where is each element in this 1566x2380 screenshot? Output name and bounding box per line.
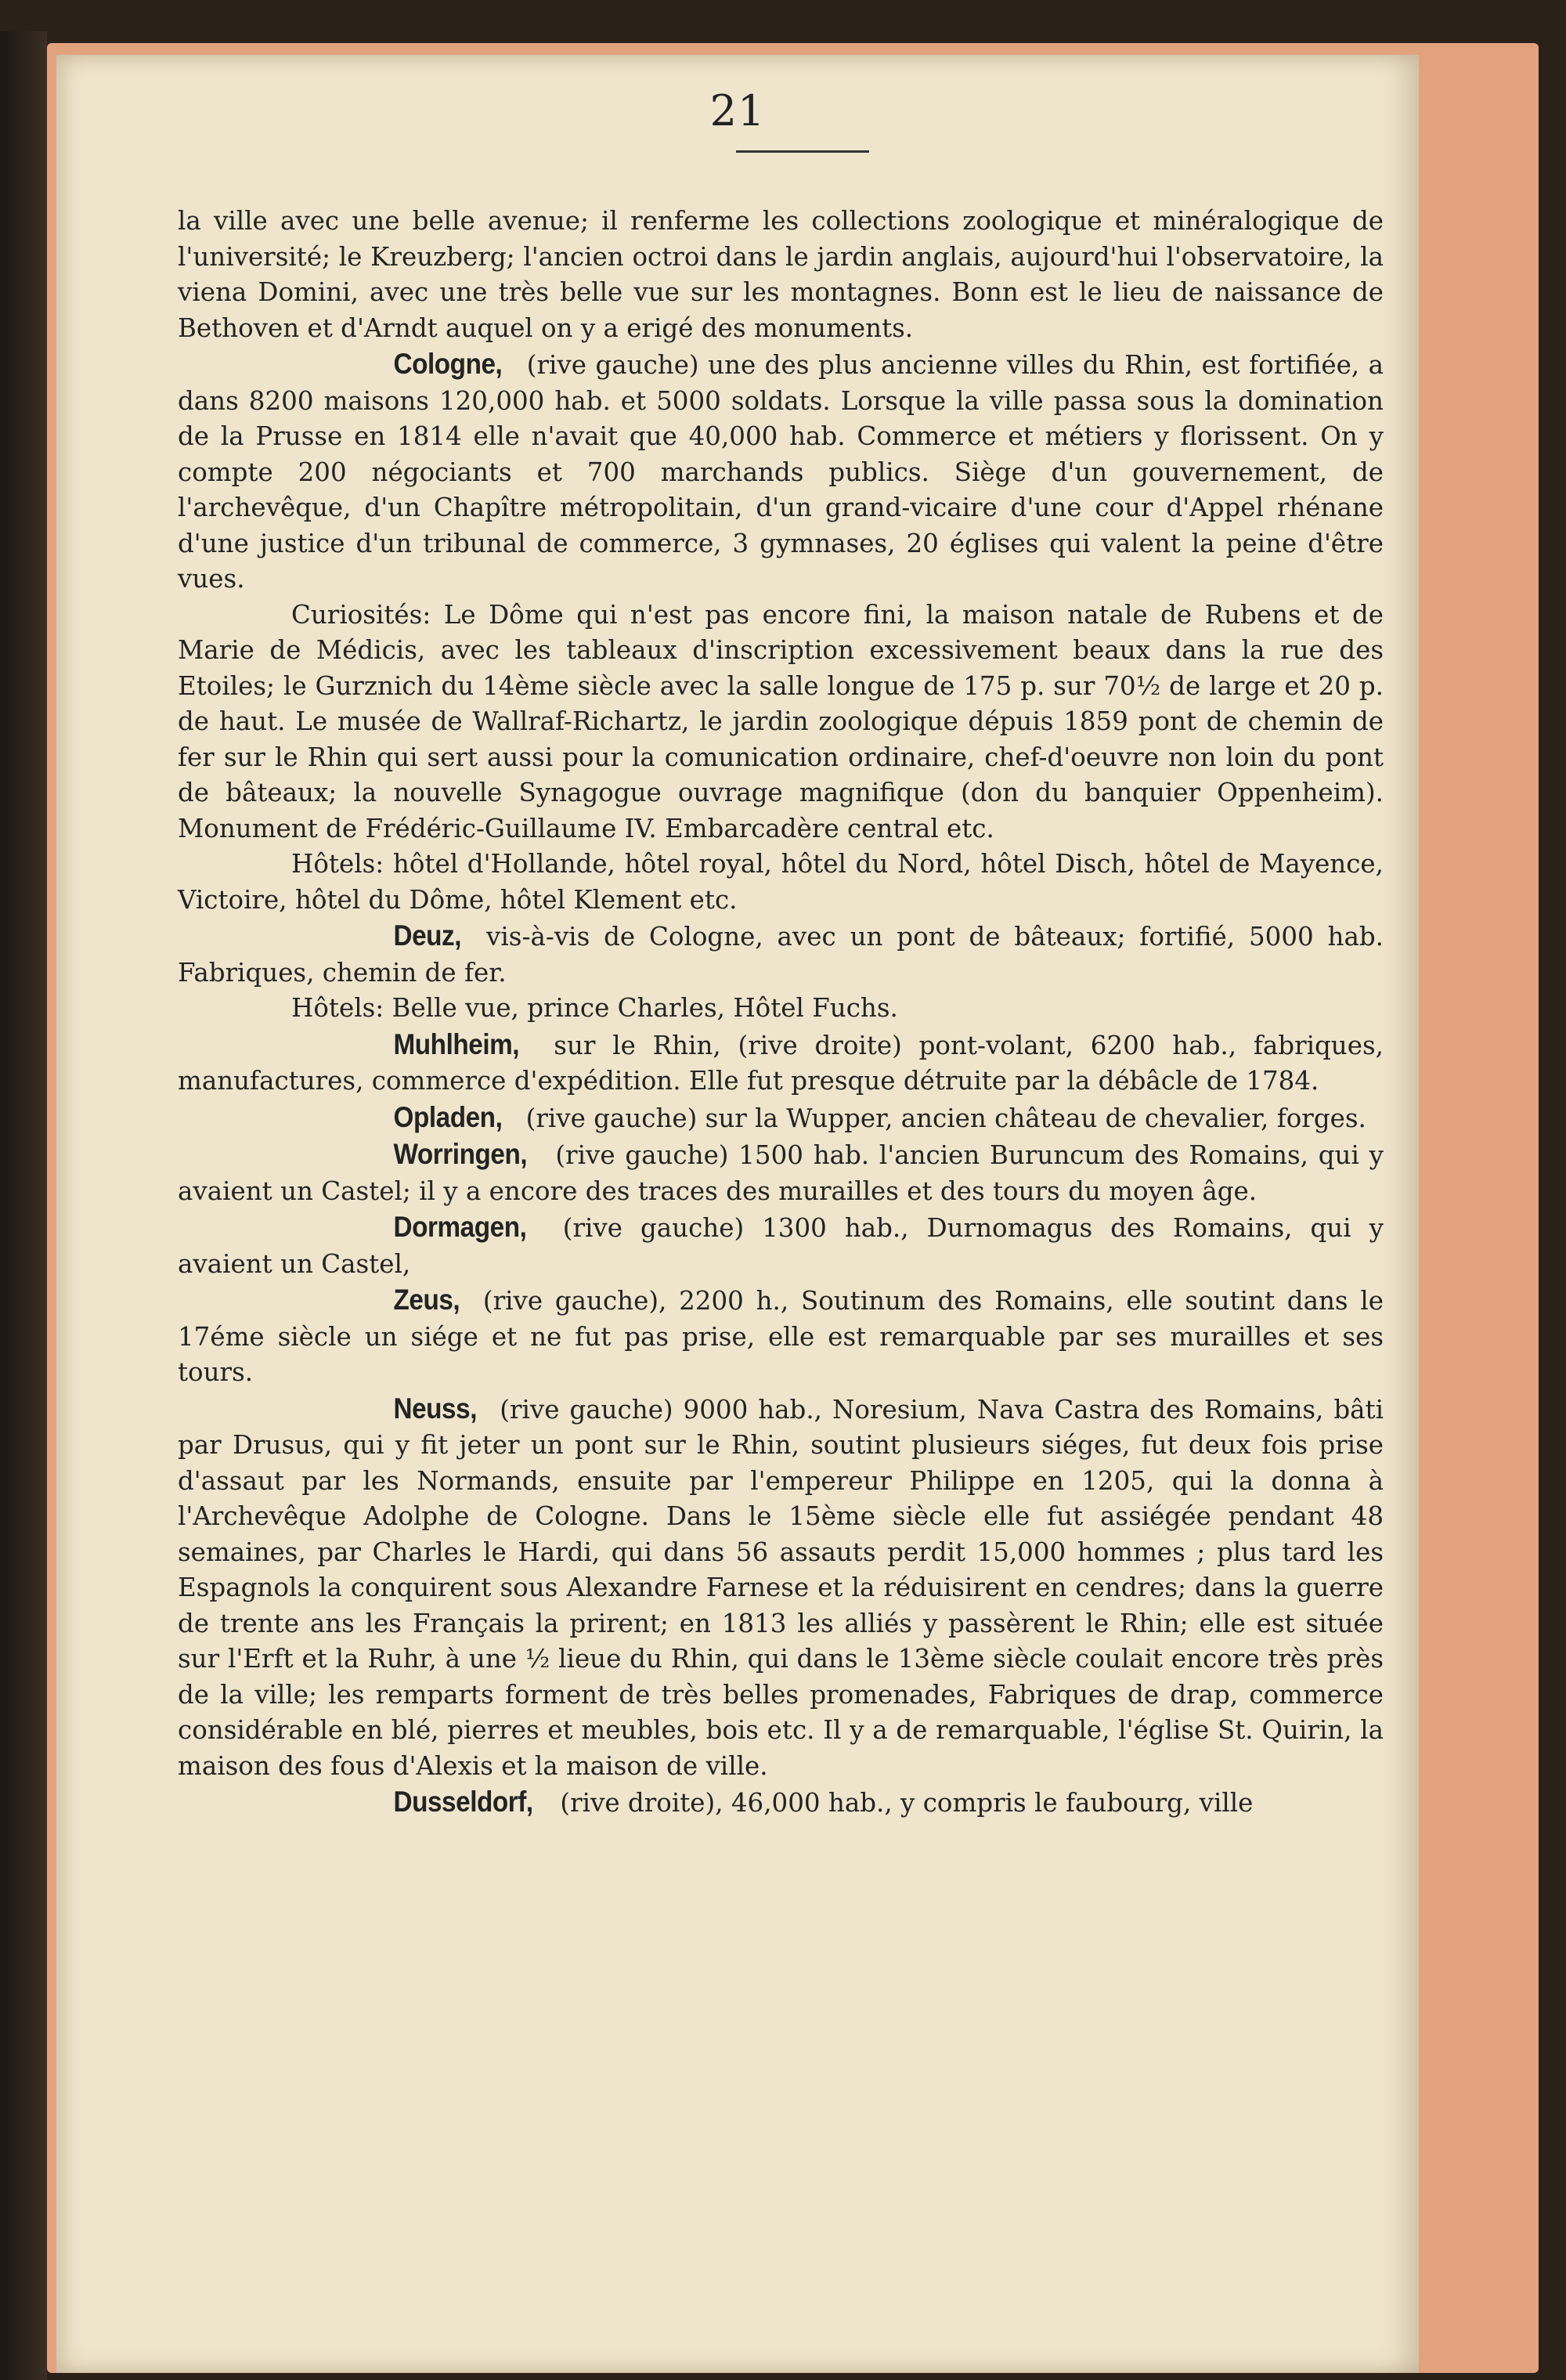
paragraph-text: (rive gauche) sur la Wupper, ancien château de chevalier, forges. <box>525 1103 1366 1133</box>
page-text-block <box>178 204 1384 1822</box>
place-heading: Cologne, <box>393 348 503 380</box>
page-number-rule <box>736 150 869 153</box>
paragraph-text: (rive gauche), 2200 h., Soutinum des Romains, elle soutint dans le 17éme siècle un siége et ne fut pas prise, elle est remarquable par ses murailles et ses tours. <box>178 1286 1384 1387</box>
paragraph <box>178 1784 1384 1822</box>
paragraph-text: (rive gauche) 1300 hab., Durnomagus des Romains, qui y avaient un Castel, <box>178 1213 1384 1279</box>
paragraph <box>178 1027 1384 1100</box>
paragraph-text: Curiosités: Le Dôme qui n'est pas encore fini, la maison natale de Rubens et de Marie de Médicis, avec les tableaux d'inscription excessivement beaux dans la rue des Etoiles; le Gurznich du 14ème siècle avec la salle longue de 175 p. sur 70½ de large et 20 p. de haut. Le musée de Wallraf-Richartz, le jardin zoologique dépuis 1859 pont de chemin de fer sur le Rhin qui sert aussi pour la comunication ordinaire, chef-d'oeuvre non loin du pont de bâteaux; la nouvelle Synagogue ouvrage magnifique (don du banquier Oppenheim). Monument de Frédéric-Guillaume IV. Embarcadère central etc. <box>178 599 1384 843</box>
paragraph-text: (rive gauche) 1500 hab. l'ancien Buruncum des Romains, qui y avaient un Castel; il y a encore des traces des murailles et des tours du moyen âge. <box>178 1140 1384 1206</box>
paragraph <box>178 598 1384 847</box>
paragraph <box>178 1136 1384 1209</box>
place-heading: Zeus, <box>393 1284 460 1316</box>
place-heading: Opladen, <box>393 1100 503 1133</box>
paragraph-text: sur le Rhin, (rive droite) pont-volant, 6200 hab., fabriques, manufactures, commerce d'expédition. Elle fut presque détruite par la débâcle de 1784. <box>178 1030 1384 1096</box>
paragraph <box>178 991 1384 1027</box>
place-heading: Dormagen, <box>393 1211 527 1243</box>
paragraph <box>178 1100 1384 1137</box>
paragraph <box>178 847 1384 918</box>
place-heading: Neuss, <box>393 1392 478 1425</box>
paragraph-text: Hôtels: hôtel d'Hollande, hôtel royal, hôtel du Nord, hôtel Disch, hôtel de Mayence, Victoire, hôtel du Dôme, hôtel Klement etc. <box>178 849 1384 915</box>
paragraph <box>178 204 1384 346</box>
paragraph <box>178 1209 1384 1282</box>
place-heading: Deuz, <box>393 919 462 952</box>
paragraph <box>178 918 1384 991</box>
page-number: 21 <box>709 86 766 135</box>
place-heading: Worringen, <box>393 1138 528 1170</box>
place-heading: Muhlheim, <box>393 1027 520 1060</box>
paragraph-text: Hôtels: Belle vue, prince Charles, Hôtel Fuchs. <box>291 993 898 1023</box>
place-heading: Dusseldorf, <box>393 1786 533 1818</box>
paragraph-text: la ville avec une belle avenue; il renferme les collections zoologique et minéralogique de l'université; le Kreuzberg; l'ancien octroi dans le jardin anglais, aujourd'hui l'observatoire, la viena Domini, avec une très belle vue sur les montagnes. Bonn est le lieu de naissance de Bethoven et d'Arndt auquel on y a erigé des monuments. <box>178 206 1384 343</box>
paragraph <box>178 346 1384 598</box>
book-spine <box>0 31 47 2380</box>
paragraph-text: vis-à-vis de Cologne, avec un pont de bâteaux; fortifié, 5000 hab. Fabriques, chemin de fer. <box>178 922 1384 988</box>
book-page <box>56 55 1419 2373</box>
paragraph <box>178 1391 1384 1785</box>
paragraph-text: (rive gauche) une des plus ancienne villes du Rhin, est fortifiée, a dans 8200 maisons 120,000 hab. et 5000 soldats. Lorsque la ville passa sous la domination de la Prusse en 1814 elle n'avait que 40,000 hab. Commerce et métiers y florissent. On y compte 200 négociants et 700 marchands publics. Siège d'un gouvernement, de l'archevêque, d'un Chapître métropolitain, d'un grand-vicaire d'une cour d'Appel rhénane d'une justice d'un tribunal de commerce, 3 gymnases, 20 églises qui valent la peine d'être vues. <box>178 350 1384 594</box>
paragraph <box>178 1282 1384 1391</box>
paragraph-text: (rive gauche) 9000 hab., Noresium, Nava Castra des Romains, bâti par Drusus, qui y fit jeter un pont sur le Rhin, soutint plusieurs siéges, fut deux fois prise d'assaut par les Normands, ensuite par l'empereur Philippe en 1205, qui la donna à l'Archevêque Adolphe de Cologne. Dans le 15ème siècle elle fut assiégée pendant 48 semaines, par Charles le Hardi, qui dans 56 assauts perdit 15,000 hommes ; plus tard les Espagnols la conquirent sous Alexandre Farnese et la réduisirent en cendres; dans la guerre de trente ans les Français la prirent; en 1813 les alliés y passèrent le Rhin; elle est située sur l'Erft et la Ruhr, à une ½ lieue du Rhin, qui dans le 13ème siècle coulait encore très près de la ville; les remparts forment de très belles promenades, Fabriques de drap, commerce considérable en blé, pierres et meubles, bois etc. Il y a de remarquable, l'église St. Quirin, la maison des fous d'Alexis et la maison de ville. <box>178 1394 1384 1781</box>
paragraph-text: (rive droite), 46,000 hab., y compris le faubourg, ville <box>560 1788 1254 1818</box>
